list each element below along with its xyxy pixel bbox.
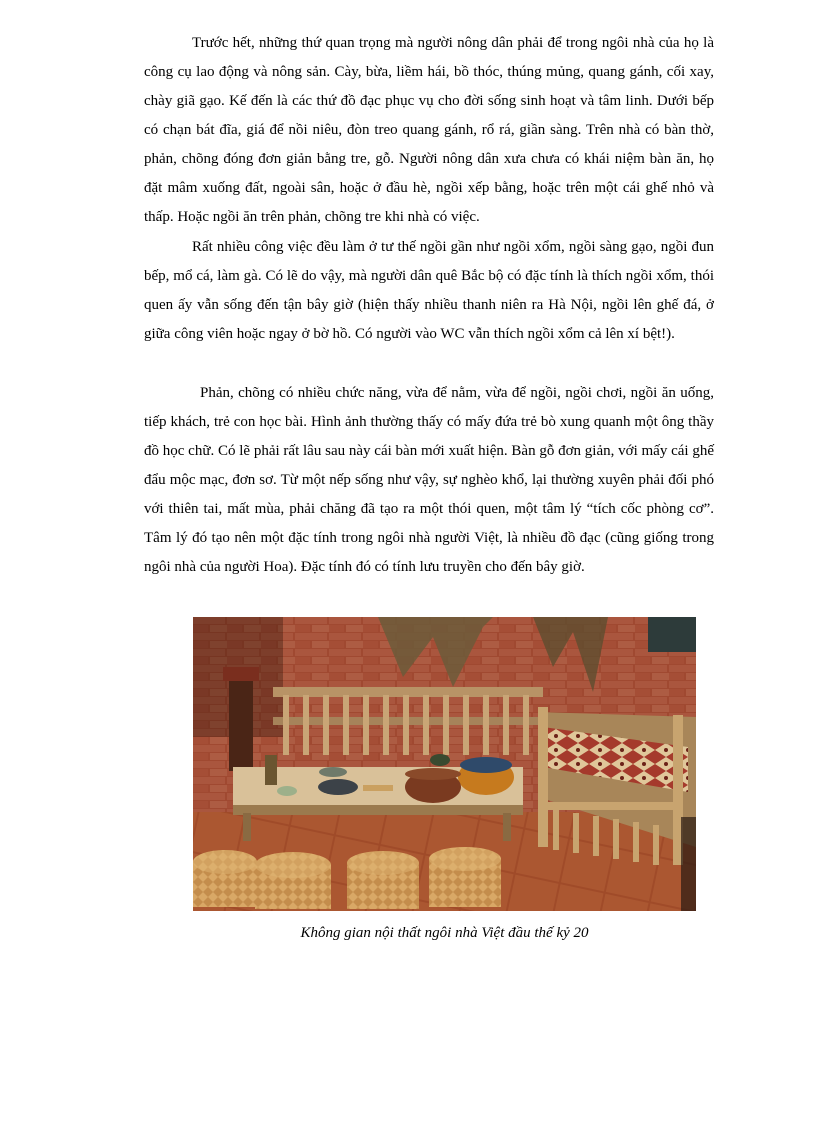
paragraph-3: Phản, chõng có nhiều chức năng, vừa để nằm, vừa để ngồi, ngồi chơi, ngồi ăn uống, tiếp khách, trẻ con học bài. Hình ảnh thường thấy có mấy đứa trẻ bò xung quanh một ông thầy đồ học chữ. Có lẽ phải rất lâu sau này cái bàn mới xuất hiện. Bàn gỗ đơn giản, với mấy cái ghế đẩu mộc mạc, đơn sơ. Từ một nếp sống như vậy, sự nghèo khổ, lại thường xuyên phải đối phó với thiên tai, mất mùa, phải chăng đã tạo ra một thói quen, một tâm lý “tích cốc phòng cơ”. Tâm lý đó tạo nên một đặc tính trong ngôi nhà người Việt, là nhiều đồ đạc (cũng giống trong ngôi nhà của người Hoa). Đặc tính đó có tính lưu truyền cho đến bây giờ. (144, 385, 714, 575)
figure-caption: Không gian nội thất ngôi nhà Việt đầu thế kỷ 20 (300, 925, 589, 941)
interior-photo (193, 617, 696, 911)
paragraph-1: Trước hết, những thứ quan trọng mà người nông dân phải để trong ngôi nhà của họ là công cụ lao động và nông sản. Cày, bừa, liềm hái, bồ thóc, thúng mủng, quang gánh, cối xay, chày giã gạo. Kế đến là các thứ đồ đạc phục vụ cho đời sống sinh hoạt và tâm linh. Dưới bếp có chạn bát đĩa, giá để nồi niêu, đòn treo quang gánh, rổ rá, giần sàng. Trên nhà có bàn thờ, phản, chõng đóng đơn giản bằng tre, gỗ. Người nông dân xưa chưa có khái niệm bàn ăn, họ đặt mâm xuống đất, ngoài sân, hoặc ở đầu hè, ngồi xếp bằng, hoặc trên một cái ghế nhỏ và thấp. Hoặc ngồi ăn trên phản, chõng tre khi nhà có việc. (144, 35, 714, 225)
paragraph-2: Rất nhiều công việc đều làm ở tư thế ngồi gần như ngồi xổm, ngồi sàng gạo, ngồi đun bếp, mổ cá, làm gà. Có lẽ do vậy, mà người dân quê Bắc bộ có đặc tính là thích ngồi xổm, thói quen ấy vẫn sống đến tận bây giờ (hiện thấy nhiều thanh niên ra Hà Nội, ngồi lên ghế đá, ở giữa công viên hoặc ngay ở bờ hồ. Có người vào WC vẫn thích ngồi xổm cả lên xí bệt!). (144, 239, 714, 342)
